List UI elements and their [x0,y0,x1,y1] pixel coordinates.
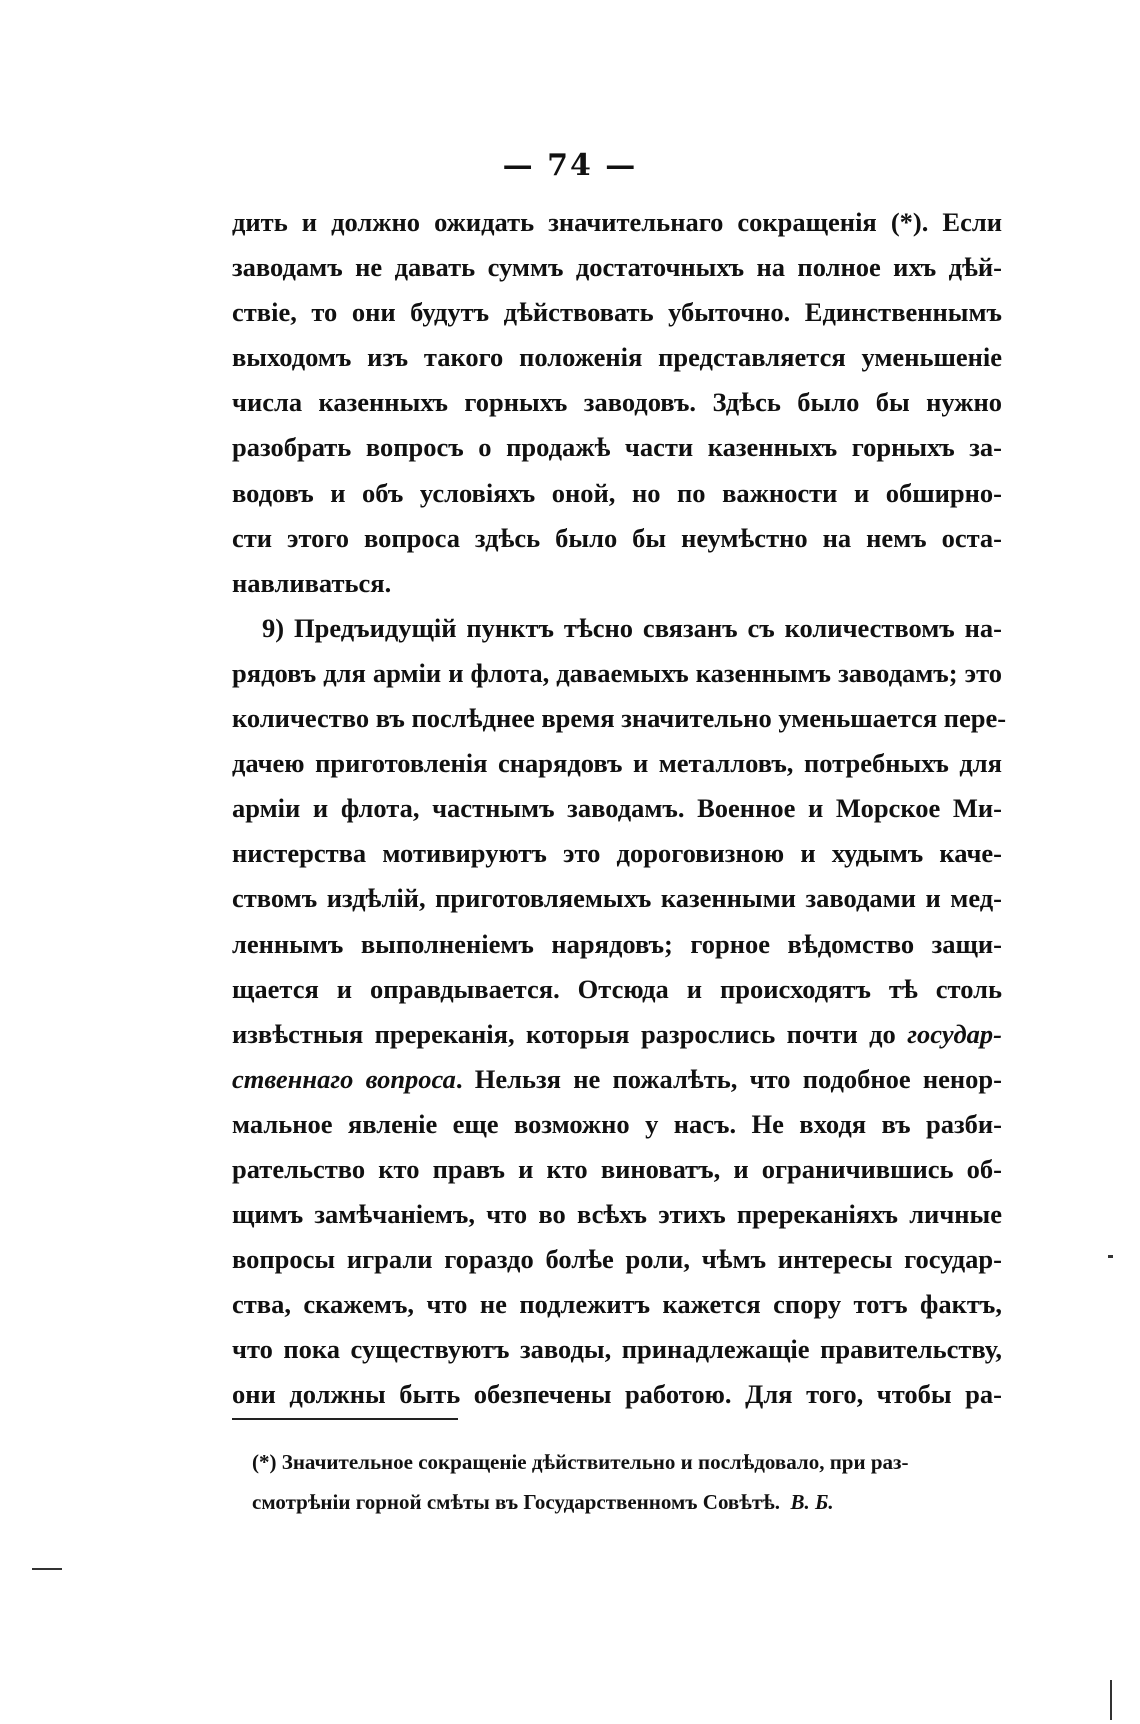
footnote-text: смотрѣніи горной смѣты въ Государственномъ Совѣтѣ. [252,1490,781,1514]
text-line: 9) Предъидущій пунктъ тѣсно связанъ съ количествомъ на- [262,612,1002,643]
text-segment: извѣстныя пререканія, которыя разрослись почти до [232,1018,896,1049]
text-line: щается и оправдывается. Отсюда и происходятъ тѣ столь [232,973,1002,1004]
text-line: водовъ и объ условіяхъ оной, но по важности и обширно- [232,477,1002,508]
footnote [252,1442,1002,1522]
text-line: навливаться. [232,567,392,598]
main-text [232,200,1007,1418]
text-line: количество въ послѣднее время значительно уменьшается пере- [232,703,1007,734]
text-line: рательство кто правъ и кто виноватъ, и ограничившись об- [232,1153,1002,1184]
text-line: дачею приготовленія снарядовъ и металловъ, потребныхъ для [232,748,1002,779]
footnote-line: (*) Значительное сокращеніе дѣйствительно и послѣдовало, при раз- [252,1450,909,1474]
text-line: ствіе, то они будутъ дѣйствовать убыточно. Единственнымъ [232,297,1002,328]
text-line [232,1012,1002,1057]
text-line: ства, скажемъ, что не подлежитъ кажется спору тотъ фактъ, [232,1289,1002,1320]
text-line: сти этого вопроса здѣсь было бы неумѣстно на немъ оста- [232,522,1002,553]
text-line [232,1057,1002,1102]
text-line: рядовъ для арміи и флота, даваемыхъ казеннымъ заводамъ; это [232,657,1002,688]
text-line: вопросы играли гораздо болѣе роли, чѣмъ интересы государ- [232,1244,1002,1275]
text-line: дить и должно ожидать значительнаго сокращенія (*). Если [232,207,1002,237]
page-number: — 74 — [502,148,638,183]
scan-mark [32,1568,62,1570]
italic-phrase: ственнаго вопроса [232,1063,456,1094]
text-line: выходомъ изъ такого положенія представляется уменьшеніе [232,342,1002,373]
footnote-signature: В. Б. [790,1490,834,1514]
text-line: что пока существуютъ заводы, принадлежащіе правительству, [232,1334,1002,1365]
scan-mark [1110,1680,1112,1720]
text-line: заводамъ не давать суммъ достаточныхъ на полное ихъ дѣй- [232,252,1002,283]
text-line: леннымъ выполненіемъ нарядовъ; горное вѣдомство защи- [232,928,1002,959]
paragraph-2 [232,606,1007,1418]
text-line: разобрать вопросъ о продажѣ части казенныхъ горныхъ за- [232,432,1002,463]
text-line: арміи и флота, частнымъ заводамъ. Военное и Морское Ми- [232,793,1002,824]
footnote-divider [232,1418,458,1420]
text-line: щимъ замѣчаніемъ, что во всѣхъ этихъ пререканіяхъ личные [232,1199,1002,1230]
paragraph-1 [232,200,1002,606]
italic-phrase: государ- [907,1018,1002,1049]
text-line: нистерства мотивируютъ это дороговизною и худымъ каче- [232,838,1002,869]
text-line: они должны быть обезпечены работою. Для того, чтобы ра- [232,1379,1002,1410]
text-line: мальное явленіе еще возможно у насъ. Не входя въ разби- [232,1108,1002,1139]
text-line: ствомъ издѣлій, приготовляемыхъ казенными заводами и мед- [232,883,1002,914]
footnote-line [252,1482,1002,1522]
text-segment: . Нельзя не пожалѣть, что подобное ненор- [455,1063,1002,1094]
text-line: числа казенныхъ горныхъ заводовъ. Здѣсь было бы нужно [232,387,1002,418]
scan-mark [1108,1255,1113,1258]
